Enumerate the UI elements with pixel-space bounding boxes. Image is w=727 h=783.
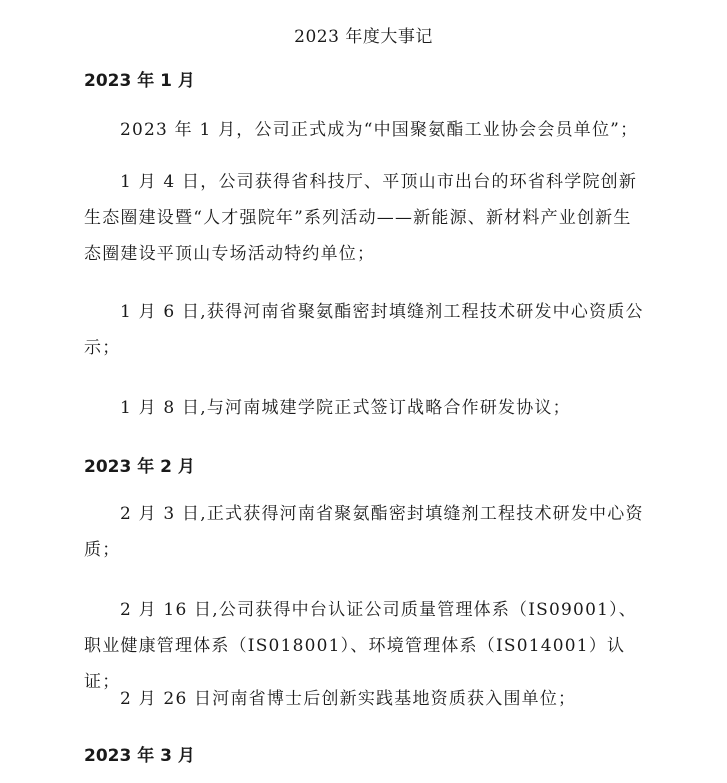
paragraph: 2 月 26 日河南省博士后创新实践基地资质获入围单位； bbox=[120, 689, 577, 709]
paragraph: 2 月 3 日,正式获得河南省聚氨酯密封填缝剂工程技术研发中心资质； bbox=[84, 504, 644, 560]
document-title: 2023 年度大事记 bbox=[294, 27, 433, 47]
paragraph: 2023 年 1 月，公司正式成为“中国聚氨酯工业协会会员单位”； bbox=[120, 120, 639, 140]
section-heading-mar: 2023 年 3 月 bbox=[84, 746, 195, 766]
paragraph: 1 月 6 日,获得河南省聚氨酯密封填缝剂工程技术研发中心资质公示； bbox=[84, 302, 644, 358]
paragraph: 2 月 16 日,公司获得中台认证公司质量管理体系（IS09001）、职业健康管理体系（IS018001）、环境管理体系（IS014001）认证； bbox=[84, 600, 638, 692]
section-heading-jan: 2023 年 1 月 bbox=[84, 71, 195, 91]
section-heading-feb: 2023 年 2 月 bbox=[84, 457, 195, 477]
paragraph: 1 月 8 日,与河南城建学院正式签订战略合作研发协议； bbox=[120, 398, 571, 418]
paragraph: 1 月 4 日，公司获得省科技厅、平顶山市出台的环省科学院创新生态圈建设暨“人才强院年”系列活动——新能源、新材料产业创新生态圈建设平顶山专场活动特约单位； bbox=[84, 172, 638, 264]
